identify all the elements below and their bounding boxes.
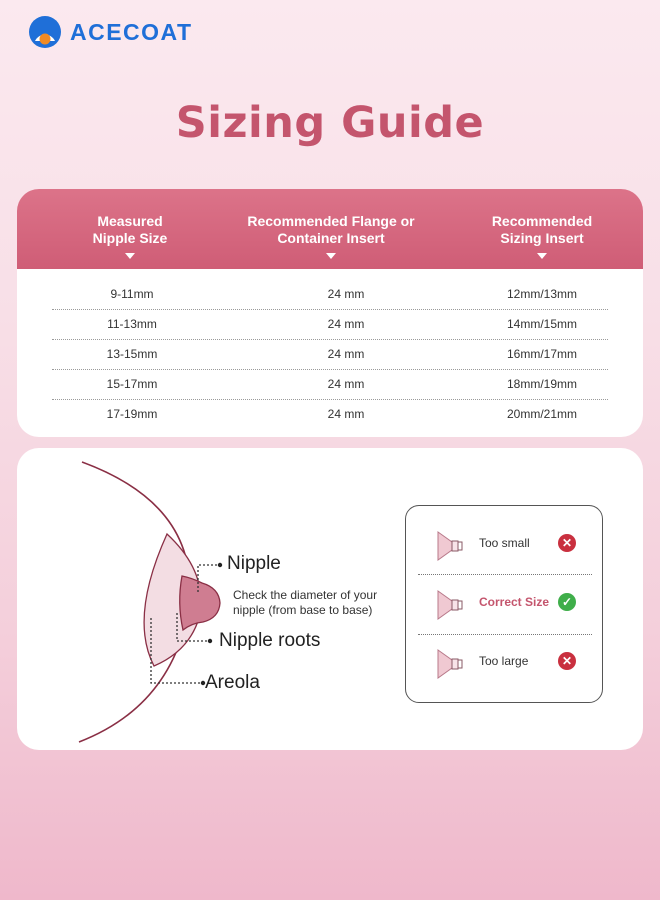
nipple-label: Nipple (227, 553, 281, 574)
fit-row-correct (406, 575, 602, 633)
fit-label: Too large (479, 654, 529, 668)
column-header-nipple-size: Measured Nipple Size (55, 213, 205, 259)
table-body (52, 280, 608, 429)
roots-dot (208, 639, 212, 643)
brand-name: ACECOAT (70, 18, 193, 45)
sizing-table (17, 189, 643, 437)
nipple-dot (218, 563, 222, 567)
down-arrow-icon (326, 253, 336, 259)
fit-label: Correct Size (479, 595, 550, 609)
check-icon: ✓ (558, 593, 576, 611)
table-row: 13-15mm 24 mm 16mm/17mm (52, 340, 608, 370)
areola-label: Areola (205, 672, 260, 693)
table-row: 15-17mm 24 mm 18mm/19mm (52, 370, 608, 400)
table-row: 9-11mm 24 mm 12mm/13mm (52, 280, 608, 310)
column-header-sizing-insert: Recommended Sizing Insert (457, 213, 627, 259)
fit-row-too-large (406, 634, 602, 692)
column-header-flange: Recommended Flange or Container Insert (217, 213, 445, 259)
table-row: 17-19mm 24 mm 20mm/21mm (106, 407, 577, 421)
table-header (17, 189, 643, 269)
x-icon: ✕ (558, 652, 576, 670)
x-icon: ✕ (558, 534, 576, 552)
page-title: Sizing Guide (175, 98, 485, 148)
fit-label: Too small (479, 536, 530, 550)
flange-correct-icon (436, 587, 470, 623)
nipple-diagram-card (17, 448, 643, 750)
nipple-shape (180, 576, 220, 630)
fit-comparison-box (405, 505, 603, 703)
acecoat-logo-icon (28, 15, 62, 49)
fit-row-too-small (406, 516, 602, 574)
nipple-roots-label: Nipple roots (219, 630, 321, 651)
measure-instruction: Check the diameter of your nipple (from base to base) (233, 588, 378, 617)
flange-too-small-icon (436, 528, 470, 564)
down-arrow-icon (537, 253, 547, 259)
brand-logo (28, 12, 193, 52)
table-row: 11-13mm 24 mm 14mm/15mm (52, 310, 608, 340)
flange-too-large-icon (436, 646, 470, 682)
down-arrow-icon (125, 253, 135, 259)
